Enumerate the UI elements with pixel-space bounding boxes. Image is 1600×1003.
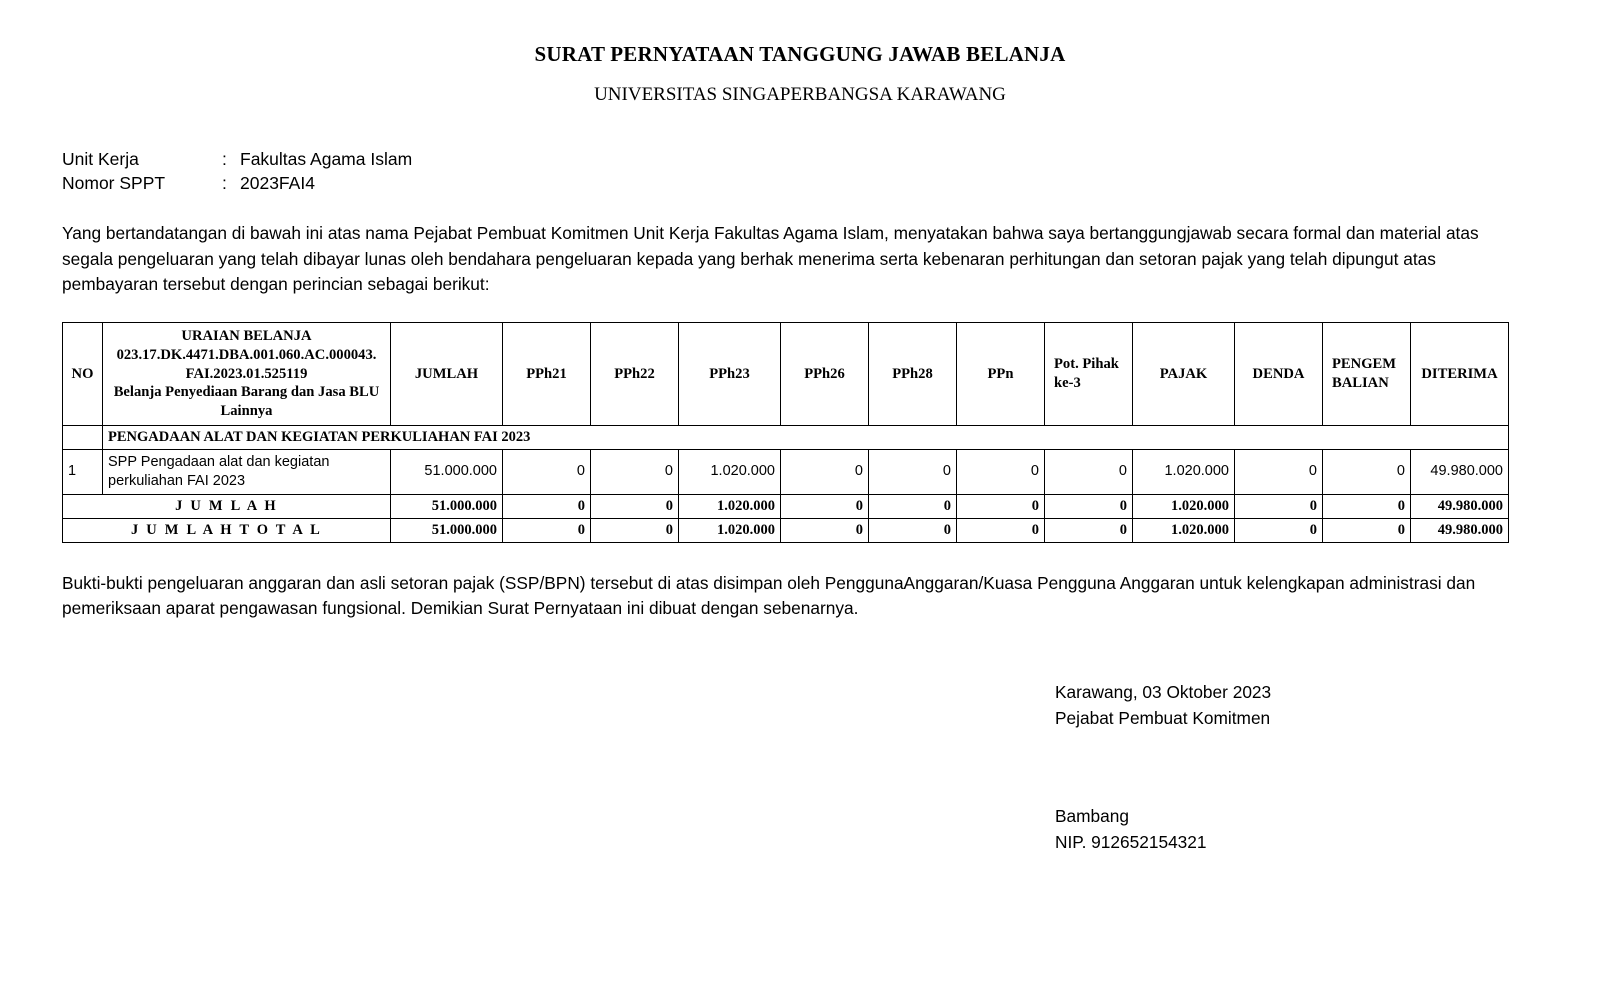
document-title: SURAT PERNYATAAN TANGGUNG JAWAB BELANJA bbox=[534, 42, 1066, 66]
subtotal-pph26: 0 bbox=[781, 494, 869, 518]
section-row-no-cell bbox=[63, 426, 103, 450]
cell-pph26: 0 bbox=[781, 450, 869, 495]
belanja-table-wrapper bbox=[62, 322, 1503, 543]
table-header-row bbox=[63, 323, 1509, 426]
col-header-denda: DENDA bbox=[1235, 323, 1323, 426]
intro-paragraph: Yang bertandatangan di bawah ini atas nama Pejabat Pembuat Komitmen Unit Kerja Fakultas Agama Islam, menyatakan bahwa saya bertanggungjawab secara formal dan material atas segala pengeluaran yang telah dibayar lunas oleh bendahara pengeluaran kepada yang berhak menerima serta kebenaran perhitungan dan setoran pajak yang telah dipungut atas pembayaran tersebut dengan perincian sebagai berikut: bbox=[62, 223, 1479, 295]
col-header-pph23: PPh23 bbox=[679, 323, 781, 426]
subtotal-ppn: 0 bbox=[957, 494, 1045, 518]
grandtotal-ppn: 0 bbox=[957, 518, 1045, 542]
col-header-diterima: DITERIMA bbox=[1411, 323, 1509, 426]
subtotal-pengembalian: 0 bbox=[1323, 494, 1411, 518]
cell-no: 1 bbox=[63, 450, 103, 495]
grandtotal-jumlah: 51.000.000 bbox=[391, 518, 503, 542]
col-header-pph22: PPh22 bbox=[591, 323, 679, 426]
subtotal-diterima: 49.980.000 bbox=[1411, 494, 1509, 518]
col-header-pph26: PPh26 bbox=[781, 323, 869, 426]
col-header-ppn: PPn bbox=[957, 323, 1045, 426]
meta-label-nomor-sppt: Nomor SPPT bbox=[62, 172, 166, 193]
grandtotal-pph22: 0 bbox=[591, 518, 679, 542]
col-header-pengembalian-line-2: BALIAN bbox=[1332, 375, 1389, 392]
grandtotal-pengembalian: 0 bbox=[1323, 518, 1411, 542]
subtotal-pph22: 0 bbox=[591, 494, 679, 518]
signature-block bbox=[1055, 680, 1600, 732]
grandtotal-pph21: 0 bbox=[503, 518, 591, 542]
col-header-uraian-line-4: Belanja Penyediaan Barang dan Jasa BLU bbox=[113, 384, 380, 401]
grandtotal-pph28: 0 bbox=[869, 518, 957, 542]
cell-pph22: 0 bbox=[591, 450, 679, 495]
table-grandtotal-row bbox=[63, 518, 1509, 542]
subtotal-label: J U M L A H bbox=[63, 494, 391, 518]
cell-uraian: SPP Pengadaan alat dan kegiatan perkuliahan FAI 2023 bbox=[103, 450, 391, 495]
document-subtitle: UNIVERSITAS SINGAPERBANGSA KARAWANG bbox=[594, 84, 1006, 105]
grandtotal-pot-pihak-ke3: 0 bbox=[1045, 518, 1133, 542]
cell-ppn: 0 bbox=[957, 450, 1045, 495]
cell-pph28: 0 bbox=[869, 450, 957, 495]
document-page bbox=[0, 42, 1600, 1003]
cell-pph23: 1.020.000 bbox=[679, 450, 781, 495]
meta-value-nomor-sppt: 2023FAI4 bbox=[240, 172, 315, 193]
signatory-nip: NIP. 912652154321 bbox=[1055, 831, 1207, 852]
signatory-block bbox=[1055, 804, 1600, 856]
cell-diterima: 49.980.000 bbox=[1411, 450, 1509, 495]
col-header-pot-pihak-ke3 bbox=[1045, 323, 1133, 426]
signature-role: Pejabat Pembuat Komitmen bbox=[1055, 707, 1271, 728]
col-header-uraian-line-3: FAI.2023.01.525119 bbox=[185, 365, 308, 382]
signatory-name: Bambang bbox=[1055, 805, 1129, 826]
col-header-pph21: PPh21 bbox=[503, 323, 591, 426]
meta-row-unit-kerja bbox=[62, 148, 1600, 172]
subtotal-jumlah: 51.000.000 bbox=[391, 494, 503, 518]
grandtotal-pph23: 1.020.000 bbox=[679, 518, 781, 542]
cell-pph21: 0 bbox=[503, 450, 591, 495]
col-header-pengembalian bbox=[1323, 323, 1411, 426]
subtotal-pph28: 0 bbox=[869, 494, 957, 518]
col-header-jumlah: JUMLAH bbox=[391, 323, 503, 426]
signature-place-date: Karawang, 03 Oktober 2023 bbox=[1055, 681, 1272, 702]
subtotal-pajak: 1.020.000 bbox=[1133, 494, 1235, 518]
grandtotal-denda: 0 bbox=[1235, 518, 1323, 542]
cell-jumlah: 51.000.000 bbox=[391, 450, 503, 495]
table-section-row bbox=[63, 426, 1509, 450]
subtotal-denda: 0 bbox=[1235, 494, 1323, 518]
col-header-pot-line-2: ke-3 bbox=[1054, 375, 1081, 392]
grandtotal-pajak: 1.020.000 bbox=[1133, 518, 1235, 542]
meta-colon-unit-kerja: : bbox=[222, 149, 227, 169]
meta-value-unit-kerja: Fakultas Agama Islam bbox=[240, 149, 413, 169]
col-header-pot-line-1: Pot. Pihak bbox=[1054, 356, 1119, 373]
col-header-no: NO bbox=[63, 323, 103, 426]
col-header-pph28: PPh28 bbox=[869, 323, 957, 426]
cell-pot-pihak-ke3: 0 bbox=[1045, 450, 1133, 495]
section-row-label: PENGADAAN ALAT DAN KEGIATAN PERKULIAHAN FAI 2023 bbox=[103, 426, 1509, 450]
cell-pajak: 1.020.000 bbox=[1133, 450, 1235, 495]
meta-label-unit-kerja: Unit Kerja bbox=[62, 149, 139, 169]
meta-block bbox=[62, 148, 1600, 195]
col-header-uraian-line-1: URAIAN BELANJA bbox=[181, 328, 312, 345]
grandtotal-label: J U M L A H T O T A L bbox=[63, 518, 391, 542]
col-header-pengembalian-line-1: PENGEM bbox=[1332, 356, 1397, 373]
col-header-uraian-line-2: 023.17.DK.4471.DBA.001.060.AC.000043. bbox=[116, 347, 377, 364]
subtotal-pph23: 1.020.000 bbox=[679, 494, 781, 518]
belanja-table bbox=[62, 322, 1509, 543]
table-subtotal-row bbox=[63, 494, 1509, 518]
table-row bbox=[63, 450, 1509, 495]
col-header-pajak: PAJAK bbox=[1133, 323, 1235, 426]
closing-paragraph: Bukti-bukti pengeluaran anggaran dan asli setoran pajak (SSP/BPN) tersebut di atas disimpan oleh PenggunaAnggaran/Kuasa Pengguna Anggaran untuk kelengkapan administrasi dan pemeriksaan aparat pengawasan fungsional. Demikian Surat Pernyataan ini dibuat dengan sebenarnya. bbox=[62, 572, 1476, 619]
meta-row-nomor-sppt bbox=[62, 172, 1600, 196]
subtotal-pot-pihak-ke3: 0 bbox=[1045, 494, 1133, 518]
cell-pengembalian: 0 bbox=[1323, 450, 1411, 495]
meta-colon-nomor-sppt: : bbox=[222, 172, 227, 193]
cell-denda: 0 bbox=[1235, 450, 1323, 495]
col-header-uraian-line-5: Lainnya bbox=[220, 403, 273, 420]
col-header-uraian-belanja bbox=[103, 323, 391, 426]
subtotal-pph21: 0 bbox=[503, 494, 591, 518]
grandtotal-pph26: 0 bbox=[781, 518, 869, 542]
grandtotal-diterima: 49.980.000 bbox=[1411, 518, 1509, 542]
